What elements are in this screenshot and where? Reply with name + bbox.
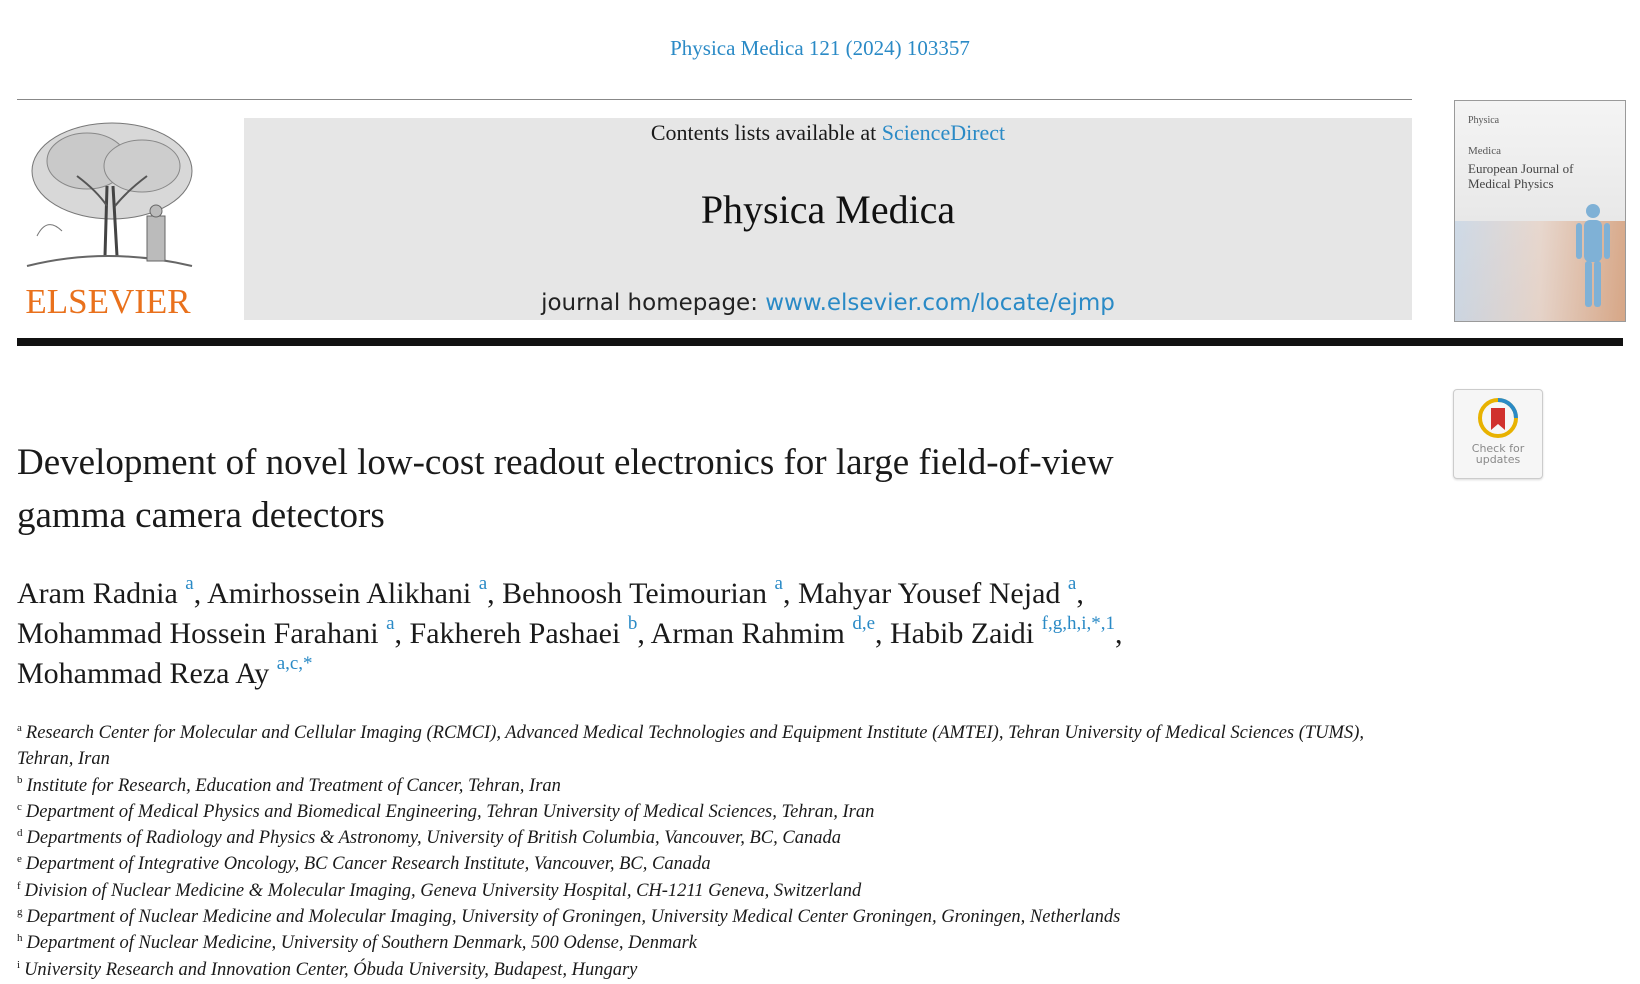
author-separator: ,	[1115, 617, 1123, 650]
elsevier-wordmark: ELSEVIER	[25, 282, 191, 321]
author-name[interactable]: Habib Zaidi	[890, 617, 1035, 650]
header-divider	[17, 338, 1623, 346]
affiliation-f	[17, 878, 1417, 904]
affiliation-text: Research Center for Molecular and Cellular Imaging (RCMCI), Advanced Medical Technologies and Equipment Institute (AMTEI), Tehran University of Medical Sciences (TUMS), Tehran, Iran	[17, 723, 1364, 770]
affiliation-key: g	[17, 905, 23, 918]
author-separator: ,	[487, 577, 503, 610]
cover-title-line2: European Journal of Medical Physics	[1468, 161, 1574, 191]
cover-title-line1: Medica	[1468, 145, 1501, 157]
author-affiliation-marks[interactable]: a	[185, 573, 194, 594]
author-separator: ,	[637, 617, 651, 650]
affiliation-key: b	[17, 774, 23, 787]
author-affiliation-marks[interactable]: d,e	[852, 613, 875, 634]
affiliation-text: Department of Integrative Oncology, BC Cancer Research Institute, Vancouver, BC, Canada	[25, 854, 711, 875]
affiliation-key: d	[17, 827, 23, 840]
affiliation-g	[17, 904, 1417, 930]
author-name[interactable]: Amirhossein Alikhani	[207, 577, 472, 610]
top-divider	[17, 99, 1412, 100]
affiliation-key: f	[17, 879, 21, 892]
affiliation-e	[17, 851, 1417, 877]
author-separator: ,	[1076, 577, 1084, 610]
affiliation-text: Institute for Research, Education and Treatment of Cancer, Tehran, Iran	[26, 775, 561, 796]
article-title-line1: Development of novel low-cost readout electronics for large field-of-view	[17, 442, 1114, 483]
journal-homepage-line	[244, 290, 1412, 316]
affiliation-text: Division of Nuclear Medicine & Molecular Imaging, Geneva University Hospital, CH-1211 Geneva, Switzerland	[24, 880, 862, 901]
elsevier-tree-icon	[17, 116, 199, 276]
affiliation-key: c	[17, 800, 22, 813]
author-separator: ,	[193, 577, 208, 610]
check-updates-icon	[1476, 396, 1520, 440]
affiliation-c	[17, 799, 1417, 825]
affiliation-text: University Research and Innovation Center, Óbuda University, Budapest, Hungary	[24, 959, 638, 980]
affiliation-key: a	[17, 721, 22, 734]
affiliation-b	[17, 773, 1417, 799]
affiliation-text: Department of Medical Physics and Biomedical Engineering, Tehran University of Medical Sciences, Tehran, Iran	[25, 801, 875, 822]
affiliation-d	[17, 825, 1417, 851]
affiliation-text: Departments of Radiology and Physics & Astronomy, University of British Columbia, Vancouver, BC, Canada	[26, 828, 841, 849]
author-affiliation-marks[interactable]: a	[386, 613, 395, 634]
affiliation-key: i	[17, 958, 21, 971]
author-name[interactable]: Mohammad Hossein Farahani	[17, 617, 379, 650]
affiliation-list	[17, 720, 1417, 983]
affiliation-text: Department of Nuclear Medicine, University of Southern Denmark, 500 Odense, Denmark	[26, 933, 697, 954]
author-affiliation-marks[interactable]: a	[1067, 573, 1077, 594]
elsevier-logo[interactable]	[17, 116, 199, 322]
author-separator: ,	[782, 577, 798, 610]
homepage-prefix: journal homepage:	[541, 290, 766, 316]
journal-name: Physica Medica	[700, 187, 956, 232]
author-separator: ,	[875, 617, 890, 650]
affiliation-key: h	[17, 932, 23, 945]
affiliation-i	[17, 957, 1417, 983]
author-affiliation-marks[interactable]: b	[627, 613, 638, 634]
author-name[interactable]: Aram Radnia	[17, 577, 178, 610]
affiliation-key: e	[17, 853, 22, 866]
author-name[interactable]: Mahyar Yousef Nejad	[797, 577, 1061, 610]
author-affiliation-marks[interactable]: a,c,*	[276, 653, 313, 674]
author-name[interactable]: Behnoosh Teimourian	[502, 577, 767, 610]
sciencedirect-link[interactable]: ScienceDirect	[881, 120, 1006, 145]
author-list	[17, 574, 1437, 694]
check-updates-label: Check for updates	[1471, 442, 1525, 466]
journal-banner	[244, 118, 1412, 320]
author-name[interactable]: Fakhereh Pashaei	[409, 617, 621, 650]
author-name[interactable]: Mohammad Reza Ay	[17, 657, 270, 690]
author-name[interactable]: Arman Rahmim	[650, 617, 845, 650]
author-affiliation-marks[interactable]: f,g,h,i,*,1	[1041, 613, 1115, 634]
journal-citation[interactable]: Physica Medica 121 (2024) 103357	[670, 36, 970, 60]
affiliation-a	[17, 720, 1417, 773]
article-title-line2: gamma camera detectors	[17, 495, 385, 536]
check-for-updates-button[interactable]	[1453, 389, 1543, 479]
journal-homepage-link[interactable]: www.elsevier.com/locate/ejmp	[765, 290, 1115, 316]
journal-cover-thumbnail[interactable]	[1454, 100, 1626, 322]
author-affiliation-marks[interactable]: a	[478, 573, 488, 594]
affiliation-text: Department of Nuclear Medicine and Molecular Imaging, University of Groningen, University Medical Center Groningen, Groningen, Netherlands	[26, 907, 1121, 928]
affiliation-h	[17, 930, 1417, 956]
contents-available-line	[244, 120, 1412, 146]
contents-prefix: Contents lists available at	[650, 120, 882, 145]
article-title	[17, 436, 1417, 542]
author-separator: ,	[394, 617, 410, 650]
author-affiliation-marks[interactable]: a	[774, 573, 783, 594]
cover-body-figure-icon	[1573, 201, 1613, 311]
cover-brand: Physica	[1468, 115, 1500, 126]
